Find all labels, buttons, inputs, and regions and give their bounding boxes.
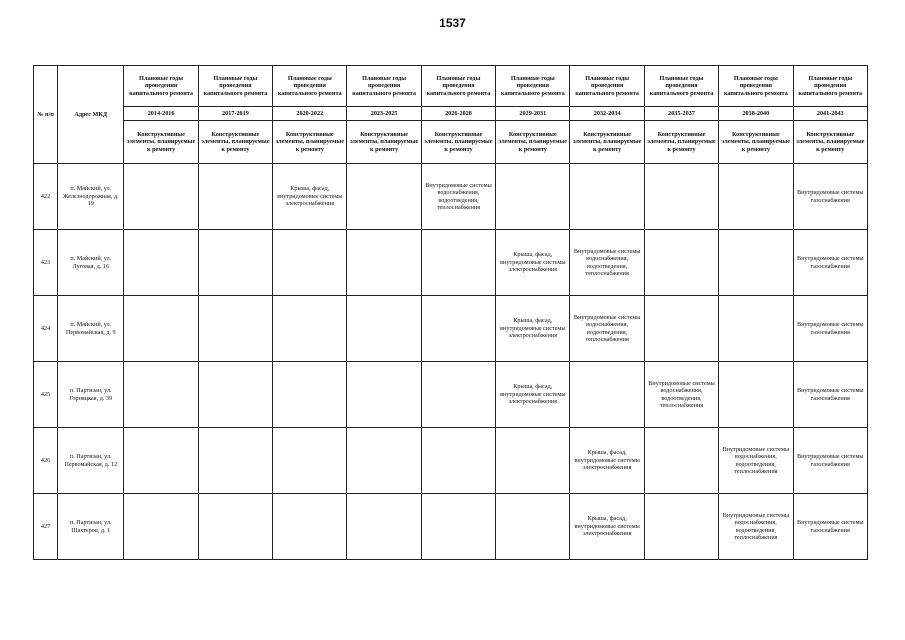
header-address: Адрес МКД bbox=[58, 66, 124, 164]
repair-cell bbox=[719, 164, 793, 230]
repair-cell bbox=[273, 296, 347, 362]
repair-cell bbox=[198, 164, 272, 230]
repair-cell: Крыша, фасад, внутридомовые системы электроснабжения bbox=[570, 428, 644, 494]
repair-cell bbox=[347, 164, 421, 230]
header-elements-label: Конструктивные элементы, планируемые к ремонту bbox=[496, 121, 570, 164]
repair-cell bbox=[421, 296, 495, 362]
repair-cell bbox=[496, 428, 570, 494]
repair-cell: Крыша, фасад, внутридомовые системы электроснабжения bbox=[496, 362, 570, 428]
header-elements-label: Конструктивные элементы, планируемые к ремонту bbox=[793, 121, 867, 164]
repair-cell: Внутридомовые системы водоснабжения, водоотведения, теплоснабжения bbox=[719, 428, 793, 494]
repair-cell bbox=[570, 164, 644, 230]
repair-cell: Крыша, фасад, внутридомовые системы электроснабжения bbox=[273, 164, 347, 230]
header-elements-label: Конструктивные элементы, планируемые к ремонту bbox=[421, 121, 495, 164]
repair-cell: Внутридомовые системы водоснабжения, водоотведения, теплоснабжения bbox=[570, 230, 644, 296]
row-number: 422 bbox=[34, 164, 58, 230]
repair-cell bbox=[124, 164, 198, 230]
repair-cell bbox=[644, 230, 718, 296]
repair-cell bbox=[719, 296, 793, 362]
repair-cell bbox=[570, 362, 644, 428]
header-years: 2023-2025 bbox=[347, 107, 421, 121]
header-period-label: Плановые годы проведения капитального ремонта bbox=[496, 66, 570, 107]
row-address: п. Партизан, ул. Первомайская, д. 12 bbox=[58, 428, 124, 494]
header-years: 2038-2040 bbox=[719, 107, 793, 121]
repair-cell: Внутридомовые системы газоснабжения bbox=[793, 296, 867, 362]
repair-cell: Внутридомовые системы газоснабжения bbox=[793, 362, 867, 428]
header-elements-label: Конструктивные элементы, планируемые к ремонту bbox=[124, 121, 198, 164]
repair-cell bbox=[719, 362, 793, 428]
header-elements-label: Конструктивные элементы, планируемые к ремонту bbox=[347, 121, 421, 164]
repair-cell bbox=[198, 494, 272, 560]
repair-cell: Внутридомовые системы газоснабжения bbox=[793, 428, 867, 494]
repair-cell bbox=[421, 494, 495, 560]
header-years: 2017-2019 bbox=[198, 107, 272, 121]
page-number: 1537 bbox=[439, 16, 466, 30]
row-address: п. Партизан, ул. Горняцкая, д. 39 bbox=[58, 362, 124, 428]
row-address: п. Партизан, ул. Шахтеров, д. 1 bbox=[58, 494, 124, 560]
row-address: п. Майский, ул. Луговая, д. 16 bbox=[58, 230, 124, 296]
repair-cell: Внутридомовые системы газоснабжения bbox=[793, 230, 867, 296]
header-period-label: Плановые годы проведения капитального ремонта bbox=[793, 66, 867, 107]
repair-cell bbox=[644, 296, 718, 362]
header-years: 2029-2031 bbox=[496, 107, 570, 121]
header-elements-label: Конструктивные элементы, планируемые к ремонту bbox=[273, 121, 347, 164]
table-row bbox=[34, 230, 868, 296]
header-period-label: Плановые годы проведения капитального ремонта bbox=[570, 66, 644, 107]
table-row bbox=[34, 296, 868, 362]
table-row bbox=[34, 428, 868, 494]
repair-cell: Внутридомовые системы водоснабжения, водоотведения, теплоснабжения bbox=[719, 494, 793, 560]
repair-cell bbox=[644, 428, 718, 494]
header-period-label: Плановые годы проведения капитального ремонта bbox=[719, 66, 793, 107]
header-years: 2035-2037 bbox=[644, 107, 718, 121]
row-number: 423 bbox=[34, 230, 58, 296]
repair-cell bbox=[347, 296, 421, 362]
repair-cell bbox=[347, 428, 421, 494]
repair-cell: Внутридомовые системы водоснабжения, водоотведения, теплоснабжения bbox=[570, 296, 644, 362]
header-period-label: Плановые годы проведения капитального ремонта bbox=[273, 66, 347, 107]
header-period-label: Плановые годы проведения капитального ремонта bbox=[644, 66, 718, 107]
repair-cell bbox=[198, 296, 272, 362]
repair-cell bbox=[496, 494, 570, 560]
repair-cell bbox=[644, 164, 718, 230]
table-body bbox=[34, 164, 868, 560]
row-number: 424 bbox=[34, 296, 58, 362]
header-period-label: Плановые годы проведения капитального ремонта bbox=[347, 66, 421, 107]
header-num: № п/п bbox=[34, 66, 58, 164]
header-period-label: Плановые годы проведения капитального ремонта bbox=[198, 66, 272, 107]
row-number: 426 bbox=[34, 428, 58, 494]
repair-cell bbox=[198, 428, 272, 494]
repair-cell bbox=[347, 362, 421, 428]
repair-cell bbox=[273, 230, 347, 296]
repair-cell bbox=[421, 362, 495, 428]
table-header bbox=[34, 66, 868, 164]
repair-cell: Внутридомовые системы водоснабжения, водоотведения, теплоснабжения bbox=[421, 164, 495, 230]
header-period-label: Плановые годы проведения капитального ремонта bbox=[421, 66, 495, 107]
repair-cell: Внутридомовые системы газоснабжения bbox=[793, 494, 867, 560]
row-number: 425 bbox=[34, 362, 58, 428]
header-elements-label: Конструктивные элементы, планируемые к ремонту bbox=[570, 121, 644, 164]
header-period-label: Плановые годы проведения капитального ремонта bbox=[124, 66, 198, 107]
repair-cell bbox=[496, 164, 570, 230]
header-elements-label: Конструктивные элементы, планируемые к ремонту bbox=[644, 121, 718, 164]
repair-cell bbox=[347, 494, 421, 560]
repair-cell bbox=[124, 362, 198, 428]
header-elements-label: Конструктивные элементы, планируемые к ремонту bbox=[198, 121, 272, 164]
header-years: 2014-2016 bbox=[124, 107, 198, 121]
table-row bbox=[34, 164, 868, 230]
repair-cell: Крыша, фасад, внутридомовые системы электроснабжения bbox=[496, 230, 570, 296]
repair-cell bbox=[347, 230, 421, 296]
table-row bbox=[34, 494, 868, 560]
repair-cell bbox=[124, 230, 198, 296]
row-address: п. Майский, ул. Железнодорожная, д. 19 bbox=[58, 164, 124, 230]
repair-cell bbox=[273, 362, 347, 428]
repair-cell bbox=[644, 494, 718, 560]
header-years: 2032-2034 bbox=[570, 107, 644, 121]
repair-cell bbox=[421, 428, 495, 494]
repair-cell bbox=[719, 230, 793, 296]
header-years: 2020-2022 bbox=[273, 107, 347, 121]
repair-cell bbox=[124, 428, 198, 494]
row-number: 427 bbox=[34, 494, 58, 560]
repair-cell: Крыша, фасад, внутридомовые системы электроснабжения bbox=[570, 494, 644, 560]
repair-cell bbox=[198, 362, 272, 428]
table-row bbox=[34, 362, 868, 428]
row-address: п. Майский, ул. Первомайская, д. 9 bbox=[58, 296, 124, 362]
header-elements-label: Конструктивные элементы, планируемые к ремонту bbox=[719, 121, 793, 164]
repair-cell bbox=[421, 230, 495, 296]
repair-cell bbox=[273, 494, 347, 560]
repair-cell bbox=[124, 296, 198, 362]
capital-repair-table bbox=[33, 65, 868, 560]
repair-cell bbox=[124, 494, 198, 560]
repair-cell: Внутридомовые системы водоснабжения, водоотведения, теплоснабжения bbox=[644, 362, 718, 428]
repair-cell: Внутридомовые системы газоснабжения bbox=[793, 164, 867, 230]
repair-cell: Крыша, фасад, внутридомовые системы электроснабжения bbox=[496, 296, 570, 362]
header-years: 2026-2028 bbox=[421, 107, 495, 121]
repair-cell bbox=[198, 230, 272, 296]
repair-cell bbox=[273, 428, 347, 494]
header-years: 2041-2043 bbox=[793, 107, 867, 121]
